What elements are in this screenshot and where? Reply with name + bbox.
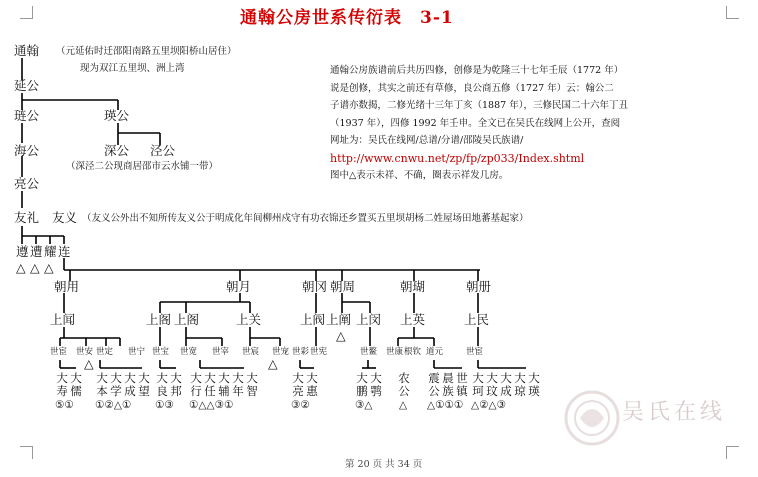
gen11-name: 大 琼 — [514, 371, 526, 398]
branch-count: △①①① — [427, 399, 464, 411]
gen10-name: 道元 — [426, 347, 444, 357]
gen11-name: 大 智 — [246, 371, 258, 398]
gen11-name: 大 学 — [110, 371, 122, 398]
gen9-name: 上关 — [236, 312, 262, 327]
info-line: 图中△表示未祥、不确，圈表示祥发几房。 — [330, 170, 509, 181]
gen3-name-a: 琏公 — [14, 108, 40, 123]
gen11-name: 大 惠 — [306, 371, 318, 398]
gen10-name: 世宝 — [152, 347, 170, 357]
gen10-name: 根钦 — [404, 347, 422, 357]
gen9-name: 上阐 — [326, 312, 352, 327]
page-footer: 第 20 页 共 34 页 — [345, 459, 423, 470]
gen5-name: 亮公 — [14, 176, 40, 191]
branch-count: △ — [399, 399, 408, 411]
gen8-name: 朝用 — [54, 279, 80, 294]
gen11-name: 大 寿 — [56, 371, 68, 398]
unknown-mark: △ — [336, 328, 346, 343]
unknown-mark: △ — [16, 260, 26, 275]
gen10-name: 世安 — [76, 347, 94, 357]
gen10-name: 世定 — [96, 347, 114, 357]
gen11-name: 大 鹏 — [356, 371, 368, 398]
gen11-name: 大 儒 — [70, 371, 82, 398]
watermark-text: 吴氏在线 — [622, 400, 727, 425]
info-line: 说是创修，其实之前还有草修，良公商五修（1727 年）云：翰公二 — [330, 82, 614, 94]
gen11-name: 大 良 — [156, 371, 168, 398]
gen10-name: 世宠 — [272, 347, 290, 357]
gen8-name: 朝月 — [226, 279, 252, 294]
gen10-name: 世鳌 — [360, 347, 378, 357]
gen10-name: 世宰 — [212, 347, 230, 357]
gen11-name: 大 成 — [500, 371, 512, 398]
gen11-name: 世 镇 — [456, 371, 468, 398]
unknown-mark: △ — [44, 260, 54, 275]
gen9-name: 上英 — [400, 312, 426, 327]
gen10-name: 世宪 — [310, 347, 328, 357]
gen11-name: 大 瑛 — [528, 371, 540, 398]
branch-count: ③△ — [355, 399, 373, 411]
gen10-name: 世彩 — [292, 347, 310, 357]
gen10-name: 世宸 — [242, 347, 260, 357]
gen9-name: 上闵 — [356, 312, 382, 327]
gen9-name: 上闻 — [50, 312, 76, 327]
gen10-name: 世宽 — [180, 347, 198, 357]
gen9-name: 上阁 — [146, 312, 172, 327]
gen11-name: 大 珂 — [472, 371, 484, 398]
unknown-mark: △ — [30, 260, 40, 275]
gen11-name: 大 鹗 — [370, 371, 382, 398]
branch-count: ①②△① — [95, 399, 132, 411]
founder-note-2: 现为双江五里坝、洲上湾 — [80, 63, 185, 74]
gen9-name: 上阁 — [174, 312, 200, 327]
gen8-name: 朝周 — [330, 279, 356, 294]
gen4-name-a: 海公 — [14, 143, 40, 158]
founder-name: 通翰 — [14, 43, 40, 58]
gen9-name: 上阀 — [300, 312, 326, 327]
branch-count: ①△△③① — [189, 399, 234, 411]
gen6-note: （友义公外出不知所传友义公于明成化年间柳州戍守有功衣锦还乡置买五里坝胡杨二姓屋场田地蕃基起家） — [82, 213, 529, 224]
gen4-name-c: 泾公 — [150, 143, 176, 158]
unknown-mark: △ — [84, 356, 94, 371]
info-line: （1937 年），四修 1992 年壬申。全文已在吴氏在线网上公开，查阅 — [330, 117, 621, 129]
branch-count: ①③ — [155, 399, 174, 411]
gen11-name: 大 辅 — [218, 371, 230, 398]
gen11-name: 大 望 — [138, 371, 150, 398]
info-line: 子谱亦数揭，二修光绪十三年丁亥（1887 年），三修民国二十六年丁丑 — [330, 100, 628, 111]
gen7-name: 遵 — [16, 244, 29, 259]
gen4-note: （深泾二公现商居邵市云水铺一带） — [66, 161, 219, 172]
branch-count: ⑤① — [55, 399, 74, 411]
gen11-name: 晨 族 — [442, 371, 454, 398]
gen8-name: 朝册 — [466, 279, 492, 294]
info-line: 网址为：吴氏在线网/总谱/分谱/邵陵吴氏族谱/ — [330, 135, 524, 146]
gen11-name: 大 任 — [204, 371, 216, 398]
info-line: 通翰公房族谱前后共历四修，创修是为乾隆三十七年壬辰（1772 年） — [330, 65, 624, 76]
gen2-name: 延公 — [14, 78, 40, 93]
gen8-name: 朝冈 — [302, 279, 328, 294]
gen8-name: 朝瑚 — [400, 279, 426, 294]
info-paragraph — [330, 62, 628, 185]
gen11-name: 震 公 — [428, 371, 440, 398]
gen6-name-a: 友礼 — [14, 210, 40, 225]
gen11-name: 大 本 — [96, 371, 108, 398]
gen6-name-b: 友义 — [52, 210, 78, 225]
founder-note: （元延佑时迁邵阳南路五里坝阳桥山居住） — [56, 46, 237, 57]
gen10-name: 世宁 — [128, 347, 146, 357]
gen4-name-b: 深公 — [104, 143, 130, 158]
gen7-name: 耀 — [44, 244, 57, 259]
gen10-name: 世宦 — [466, 347, 484, 357]
gen11-name: 大 玟 — [486, 371, 498, 398]
gen11-name: 大 行 — [190, 371, 202, 398]
gen10-name: 世宦 — [50, 347, 68, 357]
gen11-name: 大 邦 — [170, 371, 182, 398]
page-title: 通翰公房世系传衍表 3-1 — [240, 8, 454, 28]
gen7-name: 遭 — [30, 244, 43, 259]
gen11-name: 大 亮 — [292, 371, 304, 398]
gen11-name: 大 年 — [232, 371, 244, 398]
branch-count: ③② — [291, 399, 310, 411]
gen10-name: 世康 — [386, 347, 404, 357]
branch-count: △②△③ — [471, 399, 506, 411]
gen9-name: 上民 — [464, 312, 490, 327]
gen7-name: 连 — [58, 244, 71, 259]
gen11-name: 大 成 — [124, 371, 136, 398]
unknown-mark: △ — [268, 356, 278, 371]
gen11-name: 农 公 — [398, 371, 410, 398]
genealogy-url-link[interactable]: http://www.cnwu.net/zp/fp/zp033/Index.shtml — [330, 151, 585, 165]
gen3-name-b: 瑛公 — [104, 108, 130, 123]
